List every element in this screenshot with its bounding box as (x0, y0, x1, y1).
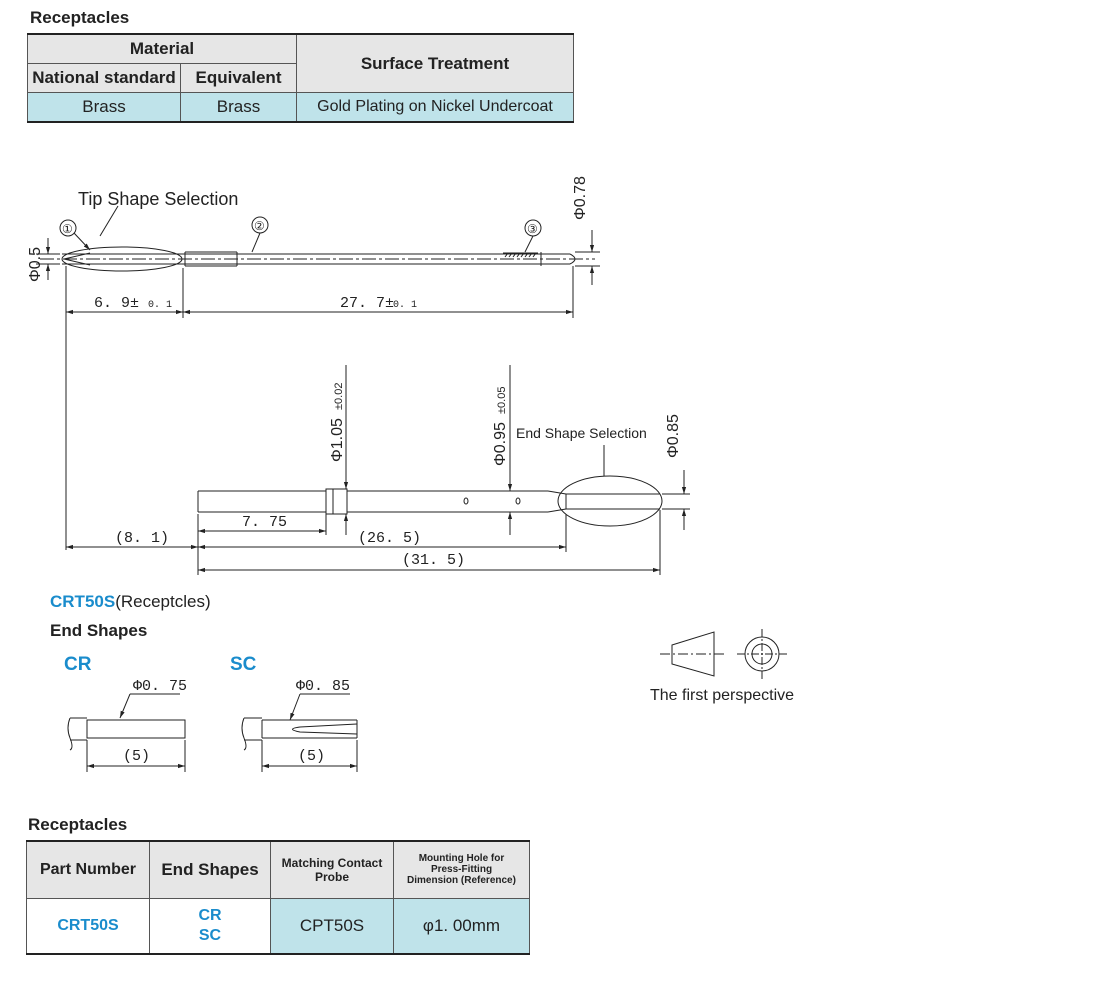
dia-095-label: Φ0.95 (492, 422, 509, 466)
cell-end-cr: CR (198, 906, 222, 924)
material-section-title: Receptacles (30, 8, 130, 27)
header-part-number: Part Number (27, 841, 150, 898)
cr-dia: Φ0. 75 (133, 678, 188, 695)
projection-symbol (660, 629, 787, 679)
sc-dia: Φ0. 85 (296, 678, 351, 695)
dia-tip-label: Φ0.5 (27, 246, 44, 282)
cell-end-sc: SC (198, 926, 222, 944)
callout-2: ② (254, 219, 265, 233)
sc-len: (5) (298, 748, 326, 765)
cell-mount: φ1. 00mm (394, 898, 530, 954)
part-section-title: Receptacles (28, 815, 128, 834)
end-shapes-title: End Shapes (50, 621, 148, 640)
end-shape-ellipse (558, 476, 662, 526)
end-shape-label: End Shape Selection (516, 425, 647, 441)
cell-surface: Gold Plating on Nickel Undercoat (297, 93, 574, 123)
cr-label: CR (64, 654, 92, 675)
product-heading (50, 592, 211, 612)
cr-len: (5) (123, 748, 151, 765)
part-table (26, 840, 530, 955)
dim-right-tol: 0. 1 (393, 300, 418, 311)
dim-775: 7. 75 (242, 514, 288, 531)
dia-085-label: Φ0.85 (665, 414, 682, 458)
header-match-line1: Matching Contact (281, 855, 383, 870)
dim-265: (26. 5) (358, 530, 422, 547)
cell-end-shapes (150, 898, 271, 954)
header-mounting-hole (394, 841, 530, 898)
header-match-line2: Probe (314, 869, 349, 884)
bottom-pin-outline (198, 489, 660, 514)
dia-095-tol: ±0.05 (496, 386, 508, 414)
cell-equivalent: Brass (181, 93, 297, 123)
tip-shape-label: Tip Shape Selection (78, 189, 239, 209)
callout-1: ① (62, 222, 73, 236)
sc-label: SC (230, 654, 257, 675)
header-mount-line3: Dimension (Reference) (407, 875, 516, 887)
header-national-standard: National standard (28, 64, 181, 93)
dim-315: (31. 5) (402, 552, 466, 569)
cell-part-number: CRT50S (27, 898, 150, 954)
dim-81: (8. 1) (115, 530, 170, 547)
cell-probe: CPT50S (271, 898, 394, 954)
header-equivalent: Equivalent (181, 64, 297, 93)
tip-label-leader (100, 206, 118, 236)
dim-right-value: 27. 7± (340, 295, 395, 312)
header-mount-line2: Press-Fitting (430, 864, 493, 876)
dia-105-label: Φ1.05 (329, 418, 346, 462)
header-surface-treatment: Surface Treatment (297, 34, 574, 93)
product-name-suffix: (Receptcles) (115, 592, 211, 611)
header-material: Material (28, 34, 297, 64)
cell-national: Brass (28, 93, 181, 123)
product-code: CRT50S (50, 592, 116, 611)
dim-left-tol: 0. 1 (148, 300, 173, 311)
dia-right-label: Φ0.78 (572, 176, 589, 220)
header-mount-line1: Mounting Hole for (418, 853, 505, 865)
header-matching-probe (271, 841, 394, 898)
dim-left-value: 6. 9± (94, 295, 140, 312)
dia-105-tol: ±0.02 (333, 382, 345, 410)
callout-3: ③ (527, 222, 538, 236)
header-end-shapes: End Shapes (150, 841, 271, 898)
projection-caption: The first perspective (650, 687, 795, 704)
